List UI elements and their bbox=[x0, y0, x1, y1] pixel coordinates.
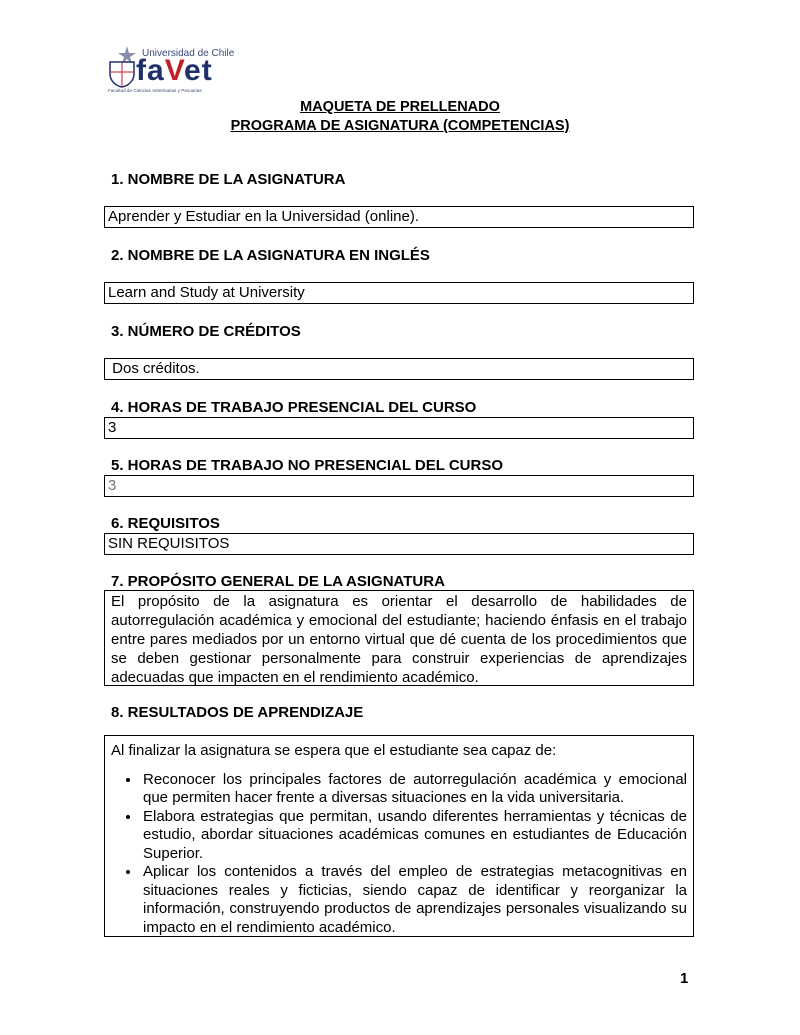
learning-outcome-item: • Reconocer los principales factores de autorregulación académica y emocional que permiten hacer frente a diversas situaciones en la vida universitaria. bbox=[141, 771, 687, 808]
subject-name-english-field: Learn and Study at University bbox=[104, 282, 694, 304]
credits-field: Dos créditos. bbox=[104, 358, 694, 380]
document-title-line2: PROGRAMA DE ASIGNATURA (COMPETENCIAS) bbox=[230, 118, 570, 134]
shield-icon bbox=[108, 60, 136, 88]
section-4-heading: 4. HORAS DE TRABAJO PRESENCIAL DEL CURSO bbox=[111, 399, 477, 416]
learning-outcomes-intro: Al finalizar la asignatura se espera que el estudiante sea capaz de: bbox=[111, 742, 557, 759]
logo-word-v: V bbox=[164, 54, 185, 87]
section-8-heading: 8. RESULTADOS DE APRENDIZAJE bbox=[111, 704, 364, 721]
logo-word-et: et bbox=[184, 54, 213, 87]
learning-outcomes-box bbox=[104, 735, 694, 937]
logo-word-fa: fa bbox=[136, 54, 165, 87]
learning-outcome-item: • Elabora estrategias que permitan, usando diferentes herramientas y técnicas de estudio, abordar situaciones académicas comunes en estudiantes de Educación Superior. bbox=[141, 808, 687, 864]
learning-outcome-item: • Aplicar los contenidos a través del empleo de estrategias metacognitivas en situaciones reales y ficticias, siendo capaz de identificar y reorganizar la información, construyendo productos de aprendizajes personales visualizando su impacto en el rendimiento académico. bbox=[141, 863, 687, 937]
contact-hours-field: 3 bbox=[104, 417, 694, 439]
section-2-heading: 2. NOMBRE DE LA ASIGNATURA EN INGLÉS bbox=[111, 247, 430, 264]
non-contact-hours-field: 3 bbox=[104, 475, 694, 497]
requirements-field: SIN REQUISITOS bbox=[104, 533, 694, 555]
section-7-heading: 7. PROPÓSITO GENERAL DE LA ASIGNATURA bbox=[111, 573, 445, 590]
logo-faculty-name: Facultad de Ciencias Veterinarias y Pecuarias bbox=[108, 88, 202, 93]
section-6-heading: 6. REQUISITOS bbox=[111, 515, 220, 532]
general-purpose-field: El propósito de la asignatura es orientar el desarrollo de habilidades de autorregulación académica y emocional del estudiante; haciendo énfasis en el trabajo entre pares mediados por un entorno virtual que dé cuenta de los procedimientos que se deben gestionar personalmente para construir experiencias de aprendizajes adecuadas que impacten en el rendimiento académico. bbox=[104, 590, 694, 686]
faculty-logo bbox=[108, 44, 235, 96]
section-3-heading: 3. NÚMERO DE CRÉDITOS bbox=[111, 323, 301, 340]
logo-wordmark bbox=[136, 54, 213, 88]
logo-university-name: Universidad de Chile bbox=[142, 48, 235, 59]
page-number: 1 bbox=[680, 970, 689, 987]
document-title-line1: MAQUETA DE PRELLENADO bbox=[300, 99, 500, 115]
subject-name-field: Aprender y Estudiar en la Universidad (online). bbox=[104, 206, 694, 228]
section-1-heading: 1. NOMBRE DE LA ASIGNATURA bbox=[111, 171, 346, 188]
section-5-heading: 5. HORAS DE TRABAJO NO PRESENCIAL DEL CURSO bbox=[111, 457, 503, 474]
learning-outcomes-list bbox=[111, 771, 687, 938]
